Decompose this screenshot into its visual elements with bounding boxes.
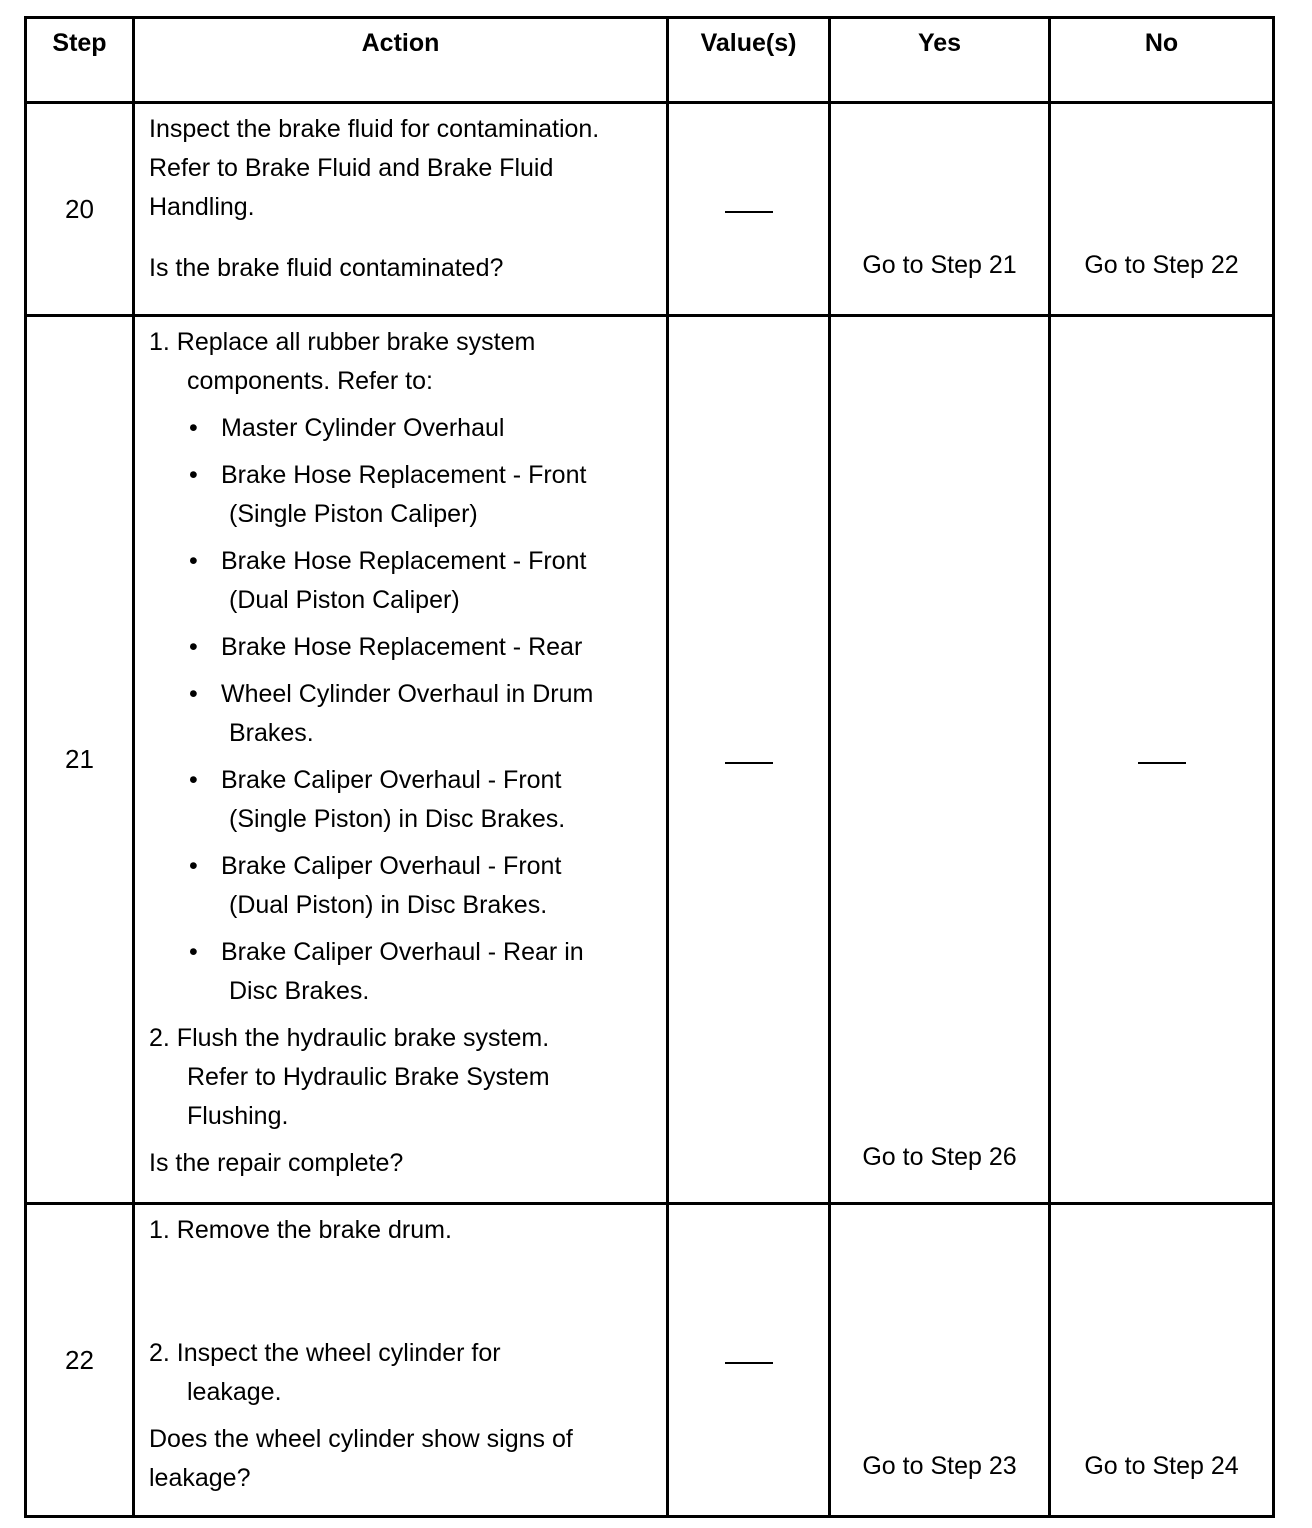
action-cell [134, 316, 668, 1204]
action-line: Refer to Hydraulic Brake System [187, 1063, 550, 1091]
header-action: Action [134, 18, 668, 103]
empty-value-dash [1138, 762, 1186, 764]
empty-value-dash [725, 211, 773, 213]
action-line: Flushing. [187, 1102, 289, 1130]
action-line: Inspect the brake fluid for contamination. [149, 115, 600, 143]
table-row [26, 1204, 1274, 1517]
bullet-item: • Brake Hose Replacement - Rear [149, 628, 656, 667]
table-row [26, 103, 1274, 316]
header-step: Step [26, 18, 134, 103]
action-line: Refer to Brake Fluid and Brake Fluid [149, 154, 554, 182]
bullet-item: • Brake Caliper Overhaul - Rear in Disc Brakes. [149, 933, 656, 1011]
empty-value-dash [725, 762, 773, 764]
action-line: 1. Remove the brake drum. [149, 1216, 452, 1244]
bullet-item: • Master Cylinder Overhaul [149, 409, 656, 448]
yes-cell: Go to Step 26 [830, 316, 1050, 1204]
value-cell [668, 103, 830, 316]
bullet-item: • Wheel Cylinder Overhaul in Drum Brakes. [149, 675, 656, 753]
action-question: leakage? [149, 1464, 251, 1492]
empty-value-dash [725, 1362, 773, 1364]
yes-cell: Go to Step 23 [830, 1204, 1050, 1517]
no-cell: Go to Step 22 [1050, 103, 1274, 316]
action-line: 2. Inspect the wheel cylinder for [149, 1339, 501, 1367]
header-row [26, 18, 1274, 103]
header-no: No [1050, 18, 1274, 103]
header-yes: Yes [830, 18, 1050, 103]
step-number: 21 [26, 316, 134, 1204]
action-cell [134, 1204, 668, 1517]
bullet-item: • Brake Caliper Overhaul - Front (Single Piston) in Disc Brakes. [149, 761, 656, 839]
action-line: 1. Replace all rubber brake system [149, 328, 536, 356]
action-question: Does the wheel cylinder show signs of [149, 1425, 573, 1453]
bullet-item: • Brake Hose Replacement - Front (Single Piston Caliper) [149, 456, 656, 534]
value-cell [668, 316, 830, 1204]
no-cell [1050, 316, 1274, 1204]
header-values: Value(s) [668, 18, 830, 103]
bullet-item: • Brake Caliper Overhaul - Front (Dual Piston) in Disc Brakes. [149, 847, 656, 925]
action-question: Is the repair complete? [149, 1149, 404, 1177]
action-line: components. Refer to: [187, 367, 433, 395]
step-number: 20 [26, 103, 134, 316]
yes-cell: Go to Step 21 [830, 103, 1050, 316]
action-line: leakage. [187, 1378, 282, 1406]
value-cell [668, 1204, 830, 1517]
action-line: Handling. [149, 193, 255, 221]
bullet-item: • Brake Hose Replacement - Front (Dual Piston Caliper) [149, 542, 656, 620]
action-question: Is the brake fluid contaminated? [149, 254, 504, 282]
step-number: 22 [26, 1204, 134, 1517]
no-cell: Go to Step 24 [1050, 1204, 1274, 1517]
table-row [26, 316, 1274, 1204]
diagnostic-table [24, 16, 1275, 1518]
action-cell [134, 103, 668, 316]
action-line: 2. Flush the hydraulic brake system. [149, 1024, 550, 1052]
